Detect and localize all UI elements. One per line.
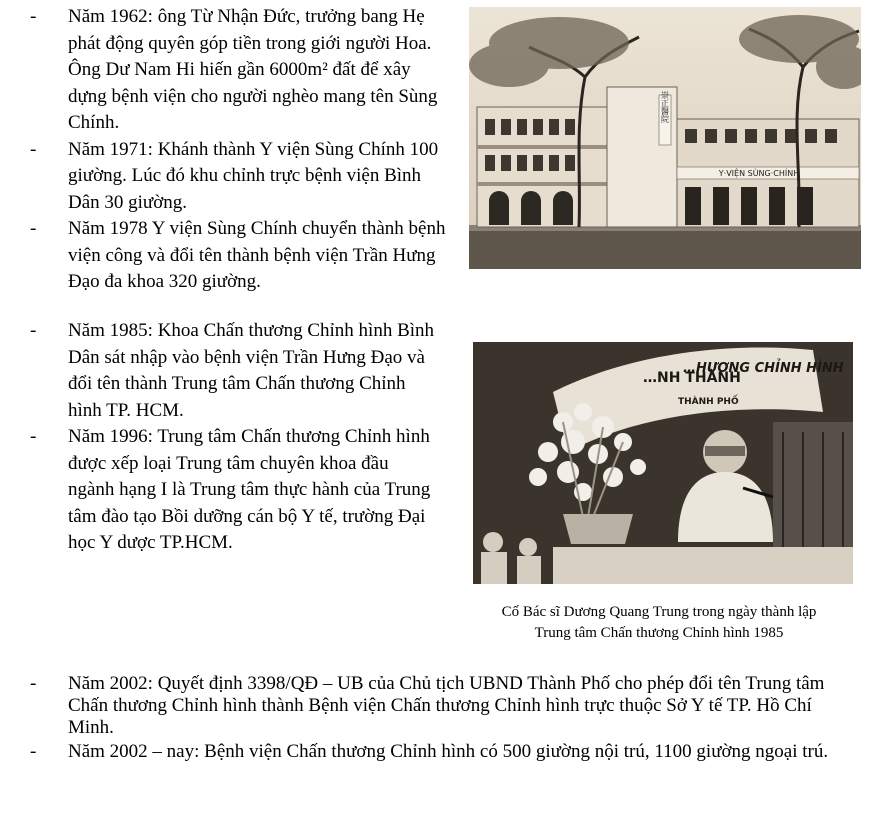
timeline-item-1971: - Năm 1971: Khánh thành Y viện Sùng Chính 100 giường. Lúc đó khu chỉnh trực bệnh viện Bình Dân 30 giường. xyxy=(30,137,450,217)
timeline-item-1985: - Năm 1985: Khoa Chấn thương Chỉnh hình Bình Dân sát nhập vào bệnh viện Trần Hưng Đạo và đổi tên thành Trung tâm Chấn thương Chỉnh hình TP. HCM. xyxy=(30,318,435,424)
ceremony-photo xyxy=(473,342,853,584)
timeline-item-2002-now: - Năm 2002 – nay: Bệnh viện Chấn thương Chỉnh hình có 500 giường nội trú, 1100 giường ngoại trú. xyxy=(30,741,850,763)
banner-line-1: …NH THÀNH xyxy=(643,370,741,386)
caption-line-1: Cố Bác sĩ Dương Quang Trung trong ngày thành lập xyxy=(501,604,817,620)
timeline-item-1996: - Năm 1996: Trung tâm Chấn thương Chỉnh hình được xếp loại Trung tâm chuyên khoa đầu ngành hạng I là Trung tâm thực hành của Trung tâm đào tạo Bồi dưỡng cán bộ Y tế, trường Đại học Y dược TP.HCM. xyxy=(30,424,435,557)
timeline-item-1962: - Năm 1962: ông Từ Nhận Đức, trưởng bang Hẹ phát động quyên góp tiền trong giới người Hoa. Ông Dư Nam Hi hiến gần 6000m² đất để xây dựng bệnh viện cho người nghèo mang tên Sùng Chính. xyxy=(30,4,450,137)
banner-line-3: THÀNH PHỐ xyxy=(678,397,739,407)
hospital-sign-text: Y·VIỆN SÙNG·CHÍNH xyxy=(718,169,800,178)
vertical-sign-text: 崇正醫院 xyxy=(660,91,670,123)
timeline-section-3 xyxy=(30,673,850,763)
timeline-item-2002: - Năm 2002: Quyết định 3398/QĐ – UB của Chủ tịch UBND Thành Phố cho phép đổi tên Trung tâm Chấn thương Chỉnh hình thành Bệnh viện Chấn thương Chỉnh hình trực thuộc Sở Y tế TP. Hồ Chí Minh. xyxy=(30,673,850,739)
timeline-item-1978: - Năm 1978 Y viện Sùng Chính chuyển thành bệnh viện công và đổi tên thành bệnh viện Trần Hưng Đạo đa khoa 320 giường. xyxy=(30,216,450,296)
banner-line-2: …HƯƠNG CHỈNH HÌNH xyxy=(683,361,844,376)
hospital-building-photo xyxy=(469,7,861,269)
timeline-section-2 xyxy=(30,318,435,557)
timeline-section-1 xyxy=(30,4,450,296)
caption-line-2: Trung tâm Chấn thương Chỉnh hình 1985 xyxy=(534,625,784,641)
photo-caption xyxy=(449,602,869,644)
